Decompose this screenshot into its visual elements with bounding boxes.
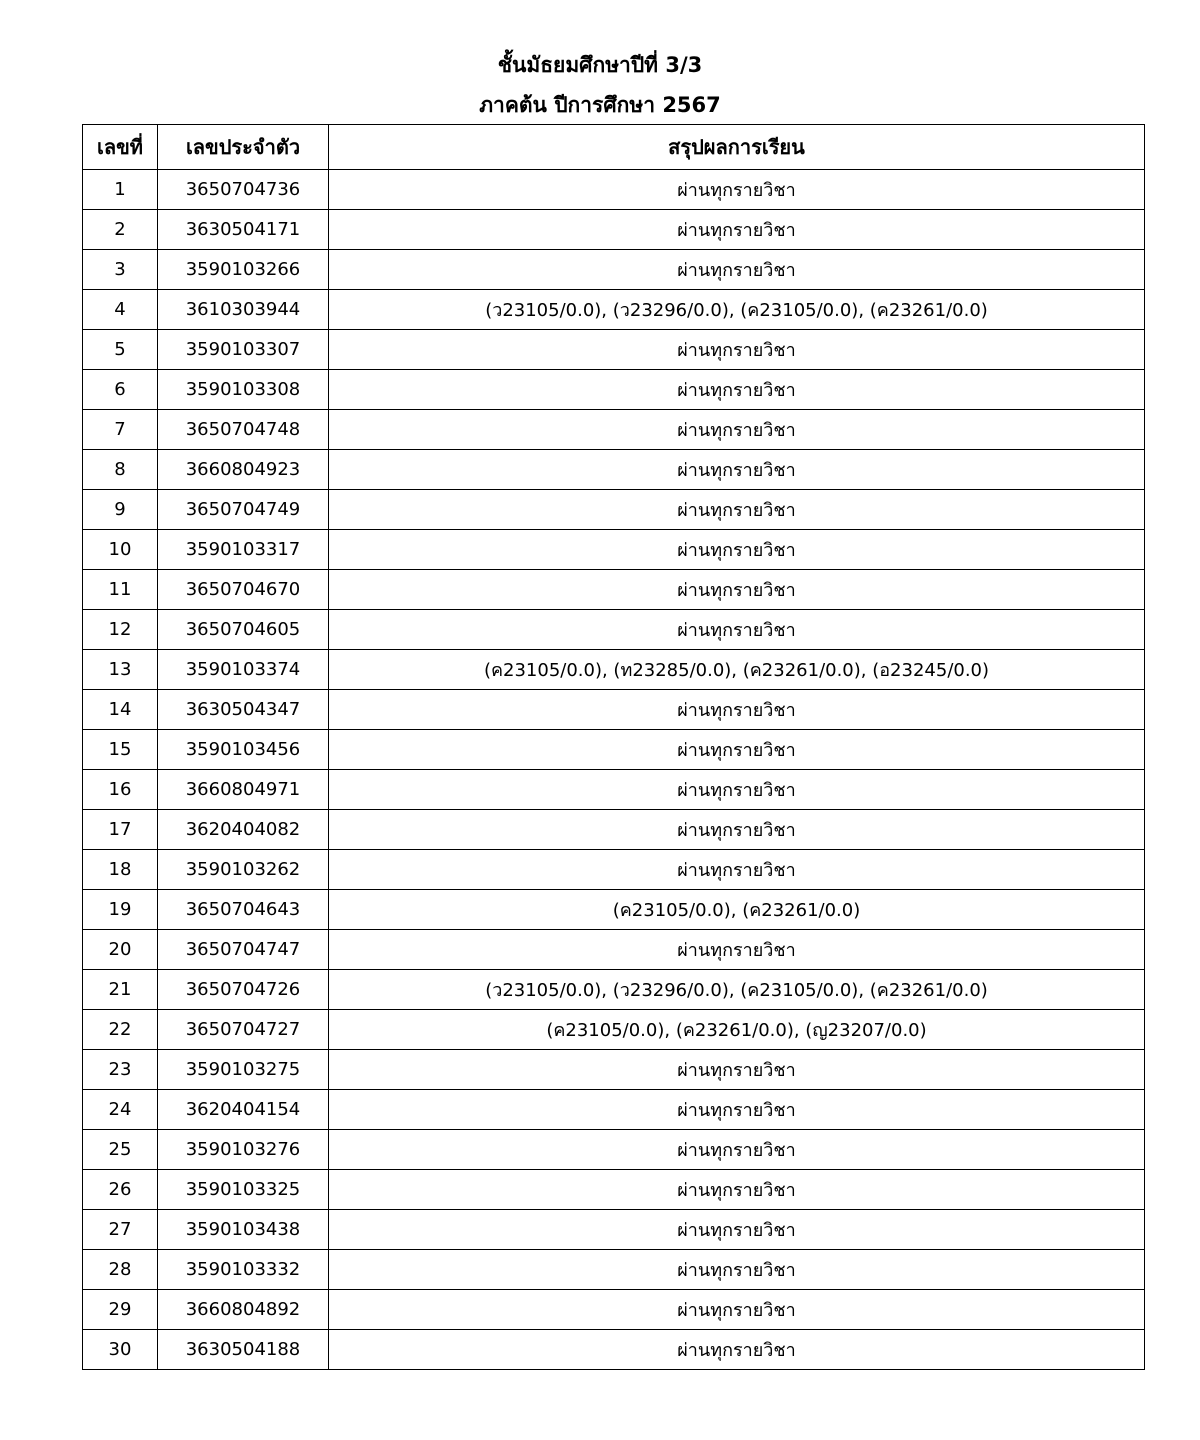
row-number: 17 <box>83 810 158 850</box>
result-summary: ผ่านทุกรายวิชา <box>329 410 1145 450</box>
student-id: 3650704749 <box>158 490 329 530</box>
table-row <box>83 370 1145 410</box>
student-id: 3590103325 <box>158 1170 329 1210</box>
student-id: 3650704605 <box>158 610 329 650</box>
table-body <box>83 170 1145 1370</box>
table-row <box>83 850 1145 890</box>
row-number: 30 <box>83 1330 158 1370</box>
student-id: 3590103374 <box>158 650 329 690</box>
table-row <box>83 1330 1145 1370</box>
result-summary: (ค23105/0.0), (ค23261/0.0), (ญ23207/0.0) <box>329 1010 1145 1050</box>
row-number: 16 <box>83 770 158 810</box>
table-row <box>83 530 1145 570</box>
table-row <box>83 810 1145 850</box>
row-number: 15 <box>83 730 158 770</box>
table-row <box>83 650 1145 690</box>
student-id: 3650704670 <box>158 570 329 610</box>
student-id: 3650704747 <box>158 930 329 970</box>
row-number: 20 <box>83 930 158 970</box>
result-summary: ผ่านทุกรายวิชา <box>329 370 1145 410</box>
table-row <box>83 1210 1145 1250</box>
result-summary: (ค23105/0.0), (ค23261/0.0) <box>329 890 1145 930</box>
row-number: 28 <box>83 1250 158 1290</box>
result-summary: ผ่านทุกรายวิชา <box>329 490 1145 530</box>
student-id: 3590103266 <box>158 250 329 290</box>
row-number: 3 <box>83 250 158 290</box>
student-id: 3590103276 <box>158 1130 329 1170</box>
result-summary: ผ่านทุกรายวิชา <box>329 1210 1145 1250</box>
result-summary: ผ่านทุกรายวิชา <box>329 1330 1145 1370</box>
student-id: 3660804971 <box>158 770 329 810</box>
result-summary: ผ่านทุกรายวิชา <box>329 930 1145 970</box>
table-row <box>83 490 1145 530</box>
row-number: 21 <box>83 970 158 1010</box>
result-summary: ผ่านทุกรายวิชา <box>329 1090 1145 1130</box>
result-summary: ผ่านทุกรายวิชา <box>329 690 1145 730</box>
table-row <box>83 450 1145 490</box>
row-number: 7 <box>83 410 158 450</box>
student-id: 3590103317 <box>158 530 329 570</box>
row-number: 2 <box>83 210 158 250</box>
result-summary: ผ่านทุกรายวิชา <box>329 450 1145 490</box>
student-id: 3650704748 <box>158 410 329 450</box>
table-row <box>83 970 1145 1010</box>
row-number: 1 <box>83 170 158 210</box>
row-number: 23 <box>83 1050 158 1090</box>
page-subtitle: ภาคต้น ปีการศึกษา 2567 <box>479 93 721 117</box>
student-id: 3650704643 <box>158 890 329 930</box>
column-header-number: เลขที่ <box>83 125 158 170</box>
result-summary: ผ่านทุกรายวิชา <box>329 1250 1145 1290</box>
column-header-student-id: เลขประจำตัว <box>158 125 329 170</box>
table-row <box>83 410 1145 450</box>
result-summary: ผ่านทุกรายวิชา <box>329 850 1145 890</box>
student-id: 3610303944 <box>158 290 329 330</box>
result-summary: ผ่านทุกรายวิชา <box>329 730 1145 770</box>
result-summary: ผ่านทุกรายวิชา <box>329 770 1145 810</box>
student-id: 3620404154 <box>158 1090 329 1130</box>
page-title: ชั้นมัธยมศึกษาปีที่ 3/3 <box>497 53 703 77</box>
row-number: 8 <box>83 450 158 490</box>
row-number: 22 <box>83 1010 158 1050</box>
table-row <box>83 170 1145 210</box>
table-row <box>83 1090 1145 1130</box>
table-row <box>83 1050 1145 1090</box>
table-row <box>83 1290 1145 1330</box>
student-id: 3650704736 <box>158 170 329 210</box>
student-id: 3650704727 <box>158 1010 329 1050</box>
row-number: 26 <box>83 1170 158 1210</box>
result-summary: ผ่านทุกรายวิชา <box>329 810 1145 850</box>
table-row <box>83 330 1145 370</box>
table-row <box>83 570 1145 610</box>
row-number: 5 <box>83 330 158 370</box>
row-number: 13 <box>83 650 158 690</box>
row-number: 25 <box>83 1130 158 1170</box>
table-row <box>83 930 1145 970</box>
student-id: 3590103262 <box>158 850 329 890</box>
student-id: 3660804923 <box>158 450 329 490</box>
table-row <box>83 1130 1145 1170</box>
result-summary: ผ่านทุกรายวิชา <box>329 250 1145 290</box>
row-number: 19 <box>83 890 158 930</box>
result-summary: ผ่านทุกรายวิชา <box>329 530 1145 570</box>
row-number: 24 <box>83 1090 158 1130</box>
result-summary: ผ่านทุกรายวิชา <box>329 610 1145 650</box>
table-row <box>83 210 1145 250</box>
result-summary: ผ่านทุกรายวิชา <box>329 1290 1145 1330</box>
student-id: 3590103307 <box>158 330 329 370</box>
student-id: 3590103332 <box>158 1250 329 1290</box>
table-row <box>83 1250 1145 1290</box>
row-number: 11 <box>83 570 158 610</box>
table-header-row <box>83 125 1145 170</box>
row-number: 14 <box>83 690 158 730</box>
row-number: 9 <box>83 490 158 530</box>
student-id: 3590103275 <box>158 1050 329 1090</box>
result-summary: (ว23105/0.0), (ว23296/0.0), (ค23105/0.0), (ค23261/0.0) <box>329 970 1145 1010</box>
result-summary: ผ่านทุกรายวิชา <box>329 570 1145 610</box>
result-summary: (ค23105/0.0), (ท23285/0.0), (ค23261/0.0), (อ23245/0.0) <box>329 650 1145 690</box>
result-summary: ผ่านทุกรายวิชา <box>329 1130 1145 1170</box>
row-number: 12 <box>83 610 158 650</box>
table-row <box>83 690 1145 730</box>
result-summary: ผ่านทุกรายวิชา <box>329 1050 1145 1090</box>
table-row <box>83 290 1145 330</box>
result-summary: ผ่านทุกรายวิชา <box>329 210 1145 250</box>
student-id: 3630504171 <box>158 210 329 250</box>
table-row <box>83 250 1145 290</box>
column-header-result: สรุปผลการเรียน <box>329 125 1145 170</box>
student-id: 3590103438 <box>158 1210 329 1250</box>
row-number: 10 <box>83 530 158 570</box>
result-summary: (ว23105/0.0), (ว23296/0.0), (ค23105/0.0), (ค23261/0.0) <box>329 290 1145 330</box>
table-row <box>83 730 1145 770</box>
table-row <box>83 890 1145 930</box>
table-row <box>83 610 1145 650</box>
student-id: 3630504188 <box>158 1330 329 1370</box>
table-row <box>83 770 1145 810</box>
student-id: 3660804892 <box>158 1290 329 1330</box>
result-summary: ผ่านทุกรายวิชา <box>329 1170 1145 1210</box>
row-number: 6 <box>83 370 158 410</box>
student-id: 3590103308 <box>158 370 329 410</box>
table-row <box>83 1010 1145 1050</box>
table-row <box>83 1170 1145 1210</box>
student-id: 3620404082 <box>158 810 329 850</box>
results-table <box>82 124 1145 1370</box>
row-number: 29 <box>83 1290 158 1330</box>
row-number: 27 <box>83 1210 158 1250</box>
row-number: 4 <box>83 290 158 330</box>
row-number: 18 <box>83 850 158 890</box>
student-id: 3590103456 <box>158 730 329 770</box>
result-summary: ผ่านทุกรายวิชา <box>329 170 1145 210</box>
student-id: 3650704726 <box>158 970 329 1010</box>
result-summary: ผ่านทุกรายวิชา <box>329 330 1145 370</box>
student-id: 3630504347 <box>158 690 329 730</box>
